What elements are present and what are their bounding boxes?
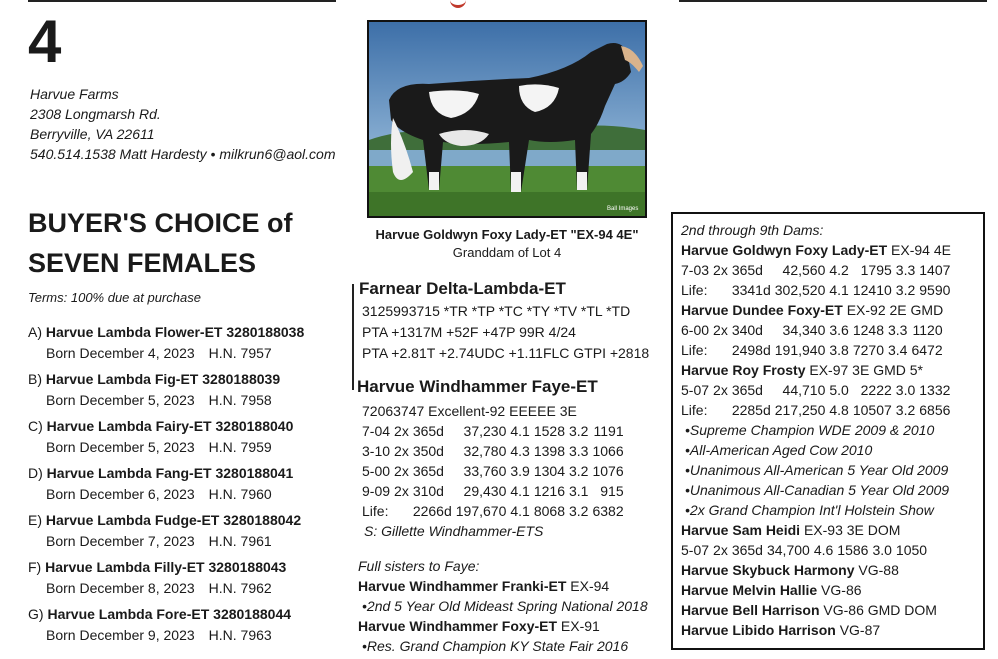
dam-records-table xyxy=(362,421,628,521)
sire-name: Farnear Delta-Lambda-ET xyxy=(359,279,566,298)
record-row xyxy=(681,380,954,400)
dam-2-class: EX-94 4E xyxy=(887,242,951,258)
consignor-city: Berryville, VA 22611 xyxy=(30,126,155,142)
female-born: Born December 4, 2023 xyxy=(46,345,195,361)
photo-caption-name: Harvue Goldwyn Foxy Lady-ET "EX-94 4E" xyxy=(375,227,639,242)
full-sisters xyxy=(358,556,648,656)
female-hn: H.N. 7960 xyxy=(208,486,272,502)
record-cell: 44,710 xyxy=(782,382,826,398)
record-cell: 4.1 xyxy=(510,483,530,499)
female-birth-line xyxy=(28,484,348,505)
offering-heading-line1: BUYER'S CHOICE of xyxy=(28,208,293,238)
dam-5-name: Harvue Sam Heidi xyxy=(681,522,801,538)
sisters-heading: Full sisters to Faye: xyxy=(358,558,480,574)
female-list-item xyxy=(28,510,348,557)
record-cell: 2x xyxy=(394,423,409,439)
record-cell: 2x xyxy=(713,382,728,398)
record-row xyxy=(681,260,954,280)
female-hn: H.N. 7962 xyxy=(208,580,272,596)
dam-4-note: •Supreme Champion WDE 2009 & 2010 xyxy=(685,422,935,438)
female-born: Born December 6, 2023 xyxy=(46,486,195,502)
sister-1 xyxy=(358,576,648,596)
sire-divider xyxy=(352,284,354,390)
dam-2-records xyxy=(681,260,954,300)
record-cell: 3.2 xyxy=(569,463,589,479)
record-cell: 2x xyxy=(394,463,409,479)
record-cell: 365d xyxy=(412,463,444,479)
dam-9 xyxy=(681,620,975,640)
terms-text: Terms: 100% due at purchase xyxy=(28,290,201,305)
record-cell: 29,430 xyxy=(463,483,507,499)
female-list-item xyxy=(28,416,348,463)
sire-line: 3125993715 *TR *TP *TC *TY *TV *TL *TD xyxy=(362,303,631,319)
record-cell: 1407 xyxy=(919,262,951,278)
cow-illustration xyxy=(369,22,645,216)
dam-4-name: Harvue Roy Frosty xyxy=(681,362,806,378)
record-cell: 1795 xyxy=(860,262,892,278)
female-birth-line xyxy=(28,625,348,646)
record-cell: 310d xyxy=(412,483,444,499)
dam-4 xyxy=(681,360,975,380)
record-cell: 365d xyxy=(731,542,763,558)
female-letter: C) xyxy=(28,418,43,434)
record-cell: 6472 xyxy=(911,342,943,358)
record-cell: 6382 xyxy=(592,503,624,519)
record-cell: 3.0 xyxy=(872,542,892,558)
record-cell: 3.6 xyxy=(829,322,849,338)
record-cell: 4.1 xyxy=(510,503,530,519)
dam-9-name: Harvue Libido Harrison xyxy=(681,622,836,638)
decorative-script-mark xyxy=(450,0,466,8)
lot-number: 4 xyxy=(28,8,62,75)
offering-heading-line2: SEVEN FEMALES xyxy=(28,248,257,278)
dam-3-class: EX-92 2E GMD xyxy=(842,302,944,318)
record-cell: 4.1 xyxy=(829,282,849,298)
record-cell: 1216 xyxy=(533,483,565,499)
female-hn: H.N. 7961 xyxy=(208,533,272,549)
record-cell: 8068 xyxy=(533,503,565,519)
record-cell: 3.2 xyxy=(569,423,589,439)
record-cell: 2266d xyxy=(412,503,452,519)
record-cell: 2x xyxy=(713,262,728,278)
record-cell: 37,230 xyxy=(463,423,507,439)
female-birth-line xyxy=(28,343,348,364)
record-cell: Life: xyxy=(681,282,708,298)
record-cell: 32,780 xyxy=(463,443,507,459)
female-born: Born December 5, 2023 xyxy=(46,392,195,408)
record-cell: 9-09 xyxy=(362,483,391,499)
record-cell: 1066 xyxy=(592,443,624,459)
record-cell: 6-00 xyxy=(681,322,710,338)
record-cell: 1332 xyxy=(919,382,951,398)
record-cell: 1586 xyxy=(837,542,869,558)
record-cell: 1076 xyxy=(592,463,624,479)
record-row xyxy=(362,481,628,501)
female-name: Harvue Lambda Fang-ET 3280188041 xyxy=(46,465,294,481)
record-row xyxy=(362,421,628,441)
record-row-life xyxy=(681,400,954,420)
record-cell: 5-07 xyxy=(681,542,710,558)
record-cell: Life: xyxy=(681,342,708,358)
female-letter: A) xyxy=(28,324,42,340)
record-cell: 191,940 xyxy=(774,342,826,358)
female-title xyxy=(28,463,348,484)
record-row xyxy=(362,461,628,481)
sister-note: •Res. Grand Champion KY State Fair 2016 xyxy=(362,638,629,654)
dam-6 xyxy=(681,560,975,580)
female-birth-line xyxy=(28,437,348,458)
female-hn: H.N. 7963 xyxy=(208,627,272,643)
record-cell: 3341d xyxy=(731,282,771,298)
sister-note: •2nd 5 Year Old Mideast Spring National 2018 xyxy=(362,598,648,614)
record-cell: 302,520 xyxy=(774,282,826,298)
record-row-life xyxy=(681,280,954,300)
dam-7-name: Harvue Melvin Hallie xyxy=(681,582,818,598)
record-cell: 1050 xyxy=(895,542,928,558)
record-cell: 217,250 xyxy=(774,402,826,418)
female-hn: H.N. 7957 xyxy=(208,345,272,361)
record-cell: 2222 xyxy=(860,382,892,398)
record-cell: 6856 xyxy=(919,402,951,418)
sire-info xyxy=(362,301,649,364)
photo-credit: Ball Images xyxy=(607,206,639,212)
sire-line: PTA +1317M +52F +47P 99R 4/24 xyxy=(362,324,576,340)
female-born: Born December 5, 2023 xyxy=(46,439,195,455)
female-title xyxy=(28,557,348,578)
dam-8-name: Harvue Bell Harrison xyxy=(681,602,820,618)
female-letter: D) xyxy=(28,465,43,481)
female-title xyxy=(28,604,348,625)
female-name: Harvue Lambda Fairy-ET 3280188040 xyxy=(46,418,294,434)
dam-name: Harvue Windhammer Faye-ET xyxy=(357,377,598,396)
consignor-farm: Harvue Farms xyxy=(30,86,119,102)
dam-sire-line: S: Gillette Windhammer-ETS xyxy=(364,523,544,539)
female-letter: G) xyxy=(28,606,44,622)
consignor-contact: 540.514.1538 Matt Hardesty • milkrun6@aol.com xyxy=(30,146,336,162)
record-row xyxy=(681,320,947,340)
photo-caption-sub: Granddam of Lot 4 xyxy=(452,245,562,260)
record-cell: 1398 xyxy=(533,443,565,459)
offering-heading xyxy=(28,203,292,283)
record-cell: 1120 xyxy=(912,322,943,338)
record-cell: Life: xyxy=(362,503,389,519)
dam-4-note: •All-American Aged Cow 2010 xyxy=(685,442,873,458)
record-cell: 5-00 xyxy=(362,463,391,479)
dam-5 xyxy=(681,520,975,540)
female-list-item xyxy=(28,557,348,604)
record-cell: 3.2 xyxy=(895,402,916,418)
dam-9-class: VG-87 xyxy=(835,622,881,638)
dam-2 xyxy=(681,240,975,260)
female-title xyxy=(28,322,348,343)
female-list-item xyxy=(28,604,348,651)
photo-caption xyxy=(360,226,654,262)
record-cell: 4.2 xyxy=(829,262,849,278)
record-cell: 3.3 xyxy=(569,443,589,459)
top-rule-left xyxy=(28,0,336,2)
dam-5-class: EX-93 3E DOM xyxy=(800,522,901,538)
female-title xyxy=(28,369,348,390)
dam-info xyxy=(362,401,628,542)
record-cell: 5.0 xyxy=(829,382,849,398)
record-cell: 3.1 xyxy=(569,483,589,499)
record-cell: 34,700 xyxy=(766,542,810,558)
consignor-info xyxy=(30,84,335,164)
dam-3 xyxy=(681,300,975,320)
record-cell: 1248 xyxy=(852,322,884,338)
female-born: Born December 7, 2023 xyxy=(46,533,195,549)
dam-6-name: Harvue Skybuck Harmony xyxy=(681,562,855,578)
record-cell: 7270 xyxy=(852,342,884,358)
female-name: Harvue Lambda Fore-ET 3280188044 xyxy=(47,606,292,622)
record-cell: 3.3 xyxy=(895,262,916,278)
female-letter: B) xyxy=(28,371,42,387)
female-list-item xyxy=(28,322,348,369)
record-row xyxy=(362,441,628,461)
record-cell: 4.3 xyxy=(510,443,530,459)
record-cell: 3.8 xyxy=(829,342,849,358)
record-cell: 10507 xyxy=(852,402,892,418)
record-cell: 365d xyxy=(731,262,763,278)
record-row xyxy=(681,540,931,560)
dam-id-line: 72063747 Excellent-92 EEEEE 3E xyxy=(362,403,577,419)
female-list xyxy=(28,322,348,651)
female-list-item xyxy=(28,463,348,510)
record-cell: 3.2 xyxy=(895,282,916,298)
dam-4-note: •Unanimous All-Canadian 5 Year Old 2009 xyxy=(685,482,950,498)
record-cell: 1528 xyxy=(533,423,565,439)
female-list-item xyxy=(28,369,348,416)
cow-photo xyxy=(367,20,647,218)
record-cell: 2285d xyxy=(731,402,771,418)
record-cell: 42,560 xyxy=(782,262,826,278)
female-name: Harvue Lambda Flower-ET 3280188038 xyxy=(45,324,305,340)
record-cell: 34,340 xyxy=(782,322,826,338)
record-cell: 7-04 xyxy=(362,423,391,439)
sister-2 xyxy=(358,616,648,636)
female-born: Born December 8, 2023 xyxy=(46,580,195,596)
dam-3-records xyxy=(681,320,947,360)
record-cell: 2x xyxy=(394,443,409,459)
female-hn: H.N. 7959 xyxy=(208,439,272,455)
dam-4-class: EX-97 3E GMD 5* xyxy=(805,362,923,378)
female-letter: E) xyxy=(28,512,42,528)
female-letter: F) xyxy=(28,559,42,575)
sire-line: PTA +2.81T +2.74UDC +1.11FLC GTPI +2818 xyxy=(362,345,650,361)
record-cell: 197,670 xyxy=(455,503,507,519)
record-cell: 12410 xyxy=(852,282,892,298)
female-name: Harvue Lambda Fig-ET 3280188039 xyxy=(45,371,281,387)
record-cell: 350d xyxy=(412,443,444,459)
female-birth-line xyxy=(28,390,348,411)
female-birth-line xyxy=(28,578,348,599)
record-cell: 1191 xyxy=(593,423,624,439)
female-name: Harvue Lambda Filly-ET 3280188043 xyxy=(45,559,287,575)
record-cell: 2498d xyxy=(731,342,771,358)
dam-3-name: Harvue Dundee Foxy-ET xyxy=(681,302,843,318)
record-cell: 4.1 xyxy=(510,423,530,439)
record-cell: 3.2 xyxy=(569,503,589,519)
female-born: Born December 9, 2023 xyxy=(46,627,195,643)
female-hn: H.N. 7958 xyxy=(208,392,272,408)
dam-8 xyxy=(681,600,975,620)
pedigree-heading: 2nd through 9th Dams: xyxy=(681,222,824,238)
dam-4-records xyxy=(681,380,954,420)
record-cell: 365d xyxy=(412,423,444,439)
record-cell: 4.8 xyxy=(829,402,849,418)
record-cell: 2x xyxy=(713,542,728,558)
dam-8-class: VG-86 GMD DOM xyxy=(819,602,937,618)
record-cell: 5-07 xyxy=(681,382,710,398)
pedigree-box xyxy=(671,212,985,650)
dam-7-class: VG-86 xyxy=(817,582,862,598)
record-row-life xyxy=(681,340,947,360)
dam-7 xyxy=(681,580,975,600)
dam-4-note: •2x Grand Champion Int'l Holstein Show xyxy=(685,502,934,518)
record-cell: 7-03 xyxy=(681,262,710,278)
record-cell: 2x xyxy=(713,322,728,338)
sister-name: Harvue Windhammer Franki-ET xyxy=(358,578,567,594)
female-title xyxy=(28,510,348,531)
female-title xyxy=(28,416,348,437)
sister-class: EX-94 xyxy=(566,578,610,594)
record-cell: 1304 xyxy=(533,463,565,479)
record-cell: 3.0 xyxy=(895,382,916,398)
record-cell: 915 xyxy=(600,483,624,499)
dam-6-class: VG-88 xyxy=(854,562,899,578)
record-cell: 3-10 xyxy=(362,443,391,459)
dam-2-name: Harvue Goldwyn Foxy Lady-ET xyxy=(681,242,888,258)
female-name: Harvue Lambda Fudge-ET 3280188042 xyxy=(45,512,302,528)
record-cell: 2x xyxy=(394,483,409,499)
sister-name: Harvue Windhammer Foxy-ET xyxy=(358,618,558,634)
record-cell: Life: xyxy=(681,402,708,418)
record-cell: 340d xyxy=(731,322,763,338)
record-cell: 3.3 xyxy=(888,322,908,338)
dam-4-note: •Unanimous All-American 5 Year Old 2009 xyxy=(685,462,949,478)
record-cell: 365d xyxy=(731,382,763,398)
top-rule-right xyxy=(679,0,987,2)
sister-class: EX-91 xyxy=(557,618,600,634)
record-row-life xyxy=(362,501,628,521)
record-cell: 3.4 xyxy=(888,342,908,358)
dam-5-records xyxy=(681,540,931,560)
record-cell: 9590 xyxy=(919,282,951,298)
record-cell: 33,760 xyxy=(463,463,507,479)
consignor-address: 2308 Longmarsh Rd. xyxy=(30,106,161,122)
record-cell: 4.6 xyxy=(813,542,834,558)
female-birth-line xyxy=(28,531,348,552)
record-cell: 3.9 xyxy=(510,463,530,479)
